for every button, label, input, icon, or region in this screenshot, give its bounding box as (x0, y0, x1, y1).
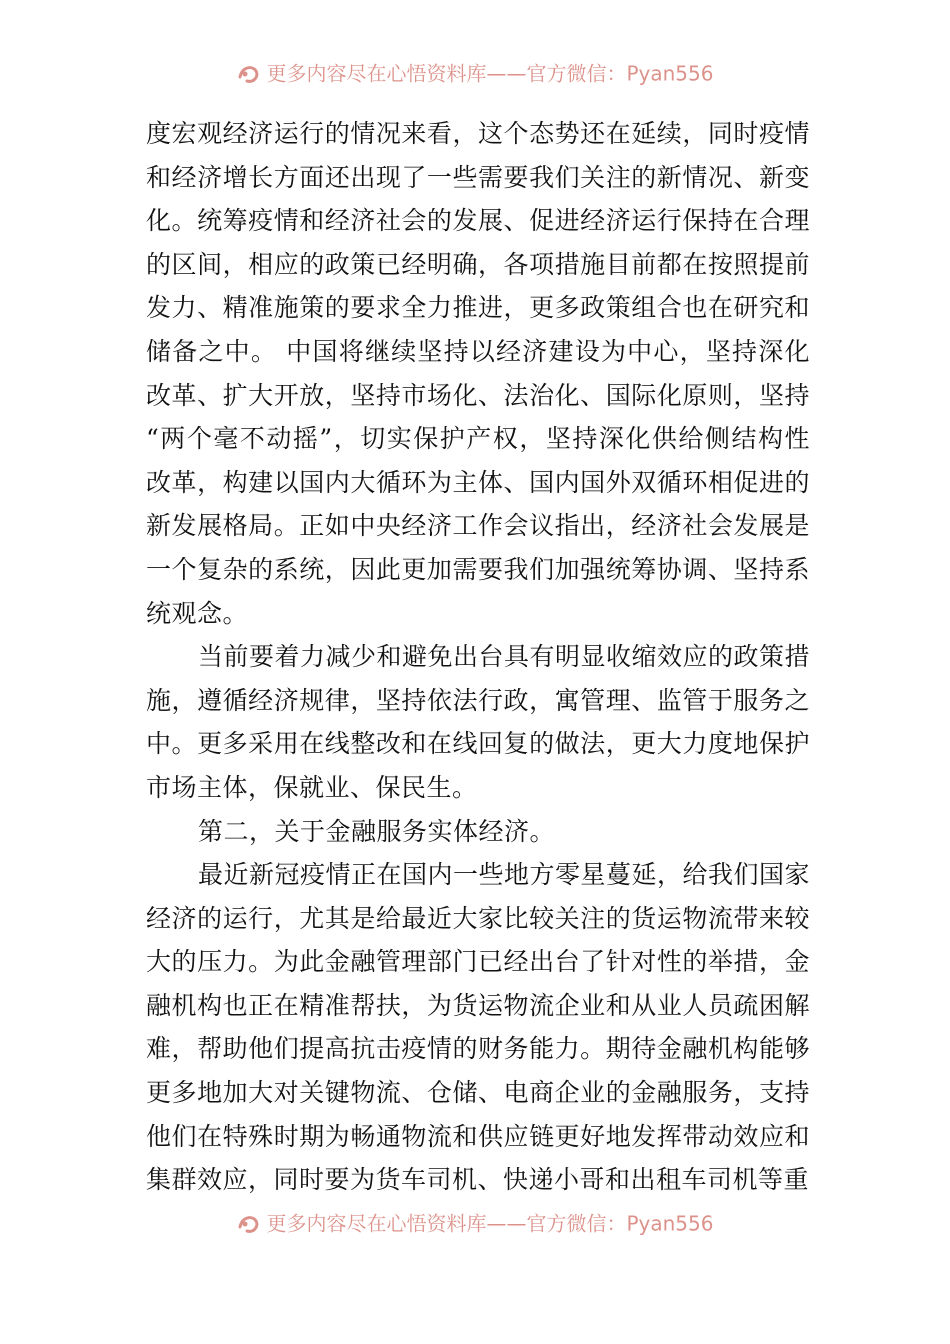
paragraph-line: 第二，关于金融服务实体经济。 (198, 816, 556, 846)
paragraph-line: 大的压力。为此金融管理部门已经出台了针对性的举措，金 (146, 947, 810, 977)
paragraph-line: “两个毫不动摇”，切实保护产权，坚持深化供给侧结构性 (146, 424, 810, 454)
header-watermark (0, 60, 950, 86)
body-text (146, 112, 810, 1202)
paragraph-line: 一个复杂的系统，因此更加需要我们加强统筹协调、坚持系 (146, 554, 810, 584)
paragraph-line: 当前要着力减少和避免出台具有明显收缩效应的政策措 (198, 642, 811, 672)
paragraph-line: 新发展格局。正如中央经济工作会议指出，经济社会发展是 (146, 511, 810, 541)
paragraph-line: 发力、精准施策的要求全力推进，更多政策组合也在研究和 (146, 293, 810, 323)
paragraph-line: 融机构也正在精准帮扶，为货运物流企业和从业人员疏困解 (146, 990, 810, 1020)
logo-icon (236, 1213, 262, 1235)
paragraph-line: 度宏观经济运行的情况来看，这个态势还在延续，同时疫情 (146, 119, 810, 148)
paragraph-line: 和经济增长方面还出现了一些需要我们关注的新情况、新变 (146, 162, 810, 192)
header-watermark-text: 更多内容尽在心悟资料库——官方微信：Pyan556 (266, 61, 714, 86)
footer-watermark-text: 更多内容尽在心悟资料库——官方微信：Pyan556 (266, 1211, 714, 1236)
paragraph-line: 经济的运行，尤其是给最近大家比较关注的货运物流带来较 (146, 903, 810, 933)
footer-watermark (0, 1210, 950, 1236)
logo-icon (236, 63, 262, 85)
paragraph-line: 更多地加大对关键物流、仓储、电商企业的金融服务，支持 (146, 1078, 810, 1108)
paragraph-line: 最近新冠疫情正在国内一些地方零星蔓延，给我们国家 (198, 860, 811, 890)
paragraph-line: 的区间，相应的政策已经明确，各项措施目前都在按照提前 (146, 249, 810, 279)
paragraph-line: 集群效应，同时要为货车司机、快递小哥和出租车司机等重 (146, 1165, 810, 1195)
paragraph-line: 市场主体，保就业、保民生。 (146, 772, 478, 802)
paragraph-line: 施，遵循经济规律，坚持依法行政，寓管理、监管于服务之 (146, 685, 810, 715)
paragraph-line: 统观念。 (146, 598, 249, 628)
paragraph-line: 难，帮助他们提高抗击疫情的财务能力。期待金融机构能够 (146, 1034, 810, 1064)
paragraph-line: 中。更多采用在线整改和在线回复的做法，更大力度地保护 (146, 729, 810, 759)
paragraph-line: 储备之中。 中国将继续坚持以经济建设为中心，坚持深化 (146, 336, 810, 366)
paragraph-line: 化。统筹疫情和经济社会的发展、促进经济运行保持在合理 (146, 206, 810, 236)
paragraph-line: 他们在特殊时期为畅通物流和供应链更好地发挥带动效应和 (146, 1121, 810, 1151)
paragraph-line: 改革、扩大开放，坚持市场化、法治化、国际化原则，坚持 (146, 380, 810, 410)
paragraph-line: 改革，构建以国内大循环为主体、国内国外双循环相促进的 (146, 467, 810, 497)
